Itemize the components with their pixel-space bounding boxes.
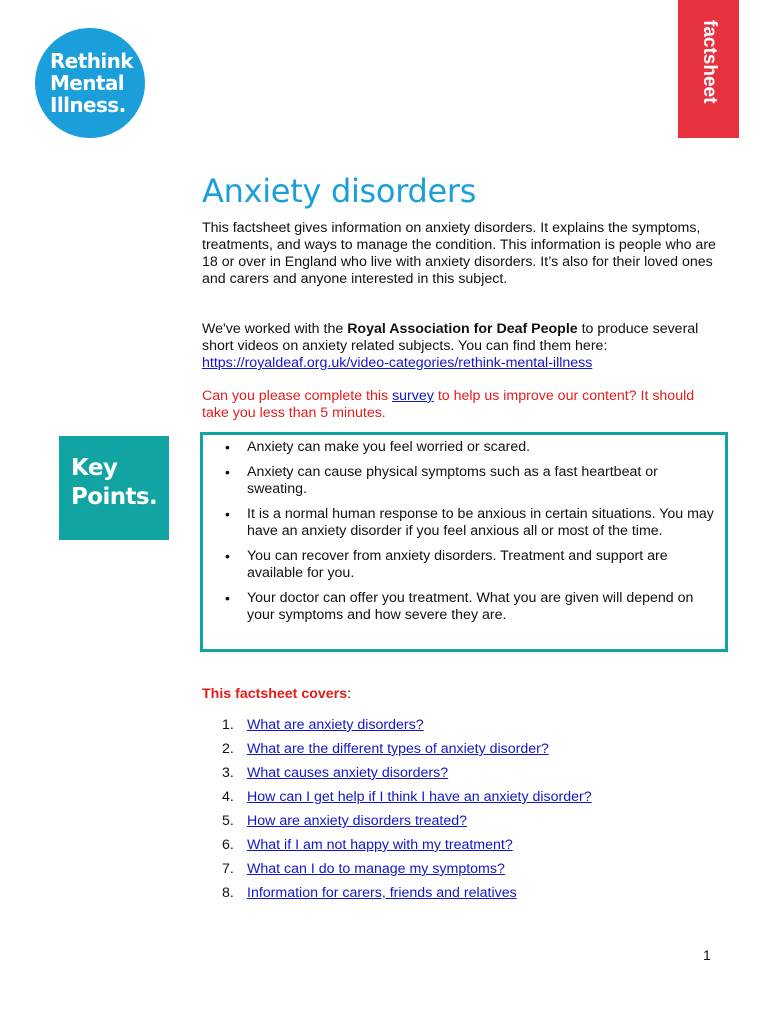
covers-heading-text: This factsheet covers [202,686,348,702]
logo-line-3: Illness. [50,93,126,117]
key-point-text: You can recover from anxiety disorders. Treatment and support are available for you. [247,548,668,581]
deaf-videos-after: to produce several short videos on anxiety related subjects. You can find them here: [202,321,699,354]
contents-number: 6. [222,837,234,853]
contents-item [222,741,592,765]
contents-item [222,837,592,861]
contents-link[interactable]: What can I do to manage my symptoms? [247,861,505,877]
contents-item [222,813,592,837]
contents-link[interactable]: What if I am not happy with my treatment? [247,837,513,853]
factsheet-tab-label: factsheet [699,20,720,104]
deaf-videos-paragraph [202,321,722,372]
contents-number: 3. [222,765,234,781]
contents-number: 4. [222,789,234,805]
royal-deaf-link[interactable]: https://royaldeaf.org.uk/video-categories/rethink-mental-illness [202,355,593,371]
key-point-item [225,548,715,582]
factsheet-tab [678,0,739,138]
survey-before: Can you please complete this [202,388,393,404]
deaf-videos-before: We've worked with the [202,321,348,337]
bullet: • [225,506,230,522]
key-point-text: Anxiety can make you feel worried or scared. [247,439,531,455]
contents-link[interactable]: How can I get help if I think I have an anxiety disorder? [247,789,592,805]
contents-item [222,765,592,789]
rethink-logo [35,28,145,138]
contents-link[interactable]: What causes anxiety disorders? [247,765,449,781]
contents-list [222,717,592,909]
bullet: • [225,548,230,564]
contents-number: 8. [222,885,234,901]
survey-paragraph [202,388,722,422]
page-title: Anxiety disorders [202,172,477,210]
contents-link[interactable]: How are anxiety disorders treated? [247,813,468,829]
key-points-list [203,435,725,624]
contents-link[interactable]: What are anxiety disorders? [247,717,424,733]
page-number: 1 [703,947,711,963]
contents-number: 7. [222,861,234,877]
contents-item [222,717,592,741]
contents-item [222,789,592,813]
contents-item [222,861,592,885]
deaf-org-name: Royal Association for Deaf People [347,321,578,337]
contents-number: 1. [222,717,234,733]
covers-heading-colon: : [347,686,352,702]
key-point-item [225,590,715,624]
intro-paragraph: This factsheet gives information on anxiety disorders. It explains the symptoms, treatments, and ways to manage the condition. This information is people who are 18 or over in England who live with anxiety disorders. It’s also for their loved ones and carers and anyone interested in this subject. [202,220,716,287]
logo-line-2: Mental [50,71,125,95]
contents-item [222,885,592,909]
contents-number: 2. [222,741,234,757]
key-points-label [59,436,169,540]
key-points-box [200,432,728,652]
key-point-item [225,506,715,540]
bullet: • [225,590,230,606]
key-point-item [225,439,715,456]
logo-line-1: Rethink [50,49,133,73]
key-point-item [225,464,715,498]
key-point-text: Anxiety can cause physical symptoms such as a fast heartbeat or sweating. [247,464,658,497]
bullet: • [225,464,230,480]
survey-link[interactable]: survey [392,388,434,404]
key-points-label-line-1: Key [71,455,118,481]
contents-link[interactable]: What are the different types of anxiety disorder? [247,741,549,757]
bullet: • [225,439,230,455]
covers-heading [202,686,351,702]
survey-after: to help us improve our content? It should take you less than 5 minutes. [202,388,695,421]
contents-number: 5. [222,813,234,829]
key-points-label-line-2: Points. [71,484,158,510]
contents-link[interactable]: Information for carers, friends and relatives [247,885,517,901]
key-point-text: Your doctor can offer you treatment. What you are given will depend on your symptoms and how severe they are. [247,590,694,623]
key-point-text: It is a normal human response to be anxious in certain situations. You may have an anxiety disorder if you feel anxious all or most of the time. [247,506,714,539]
